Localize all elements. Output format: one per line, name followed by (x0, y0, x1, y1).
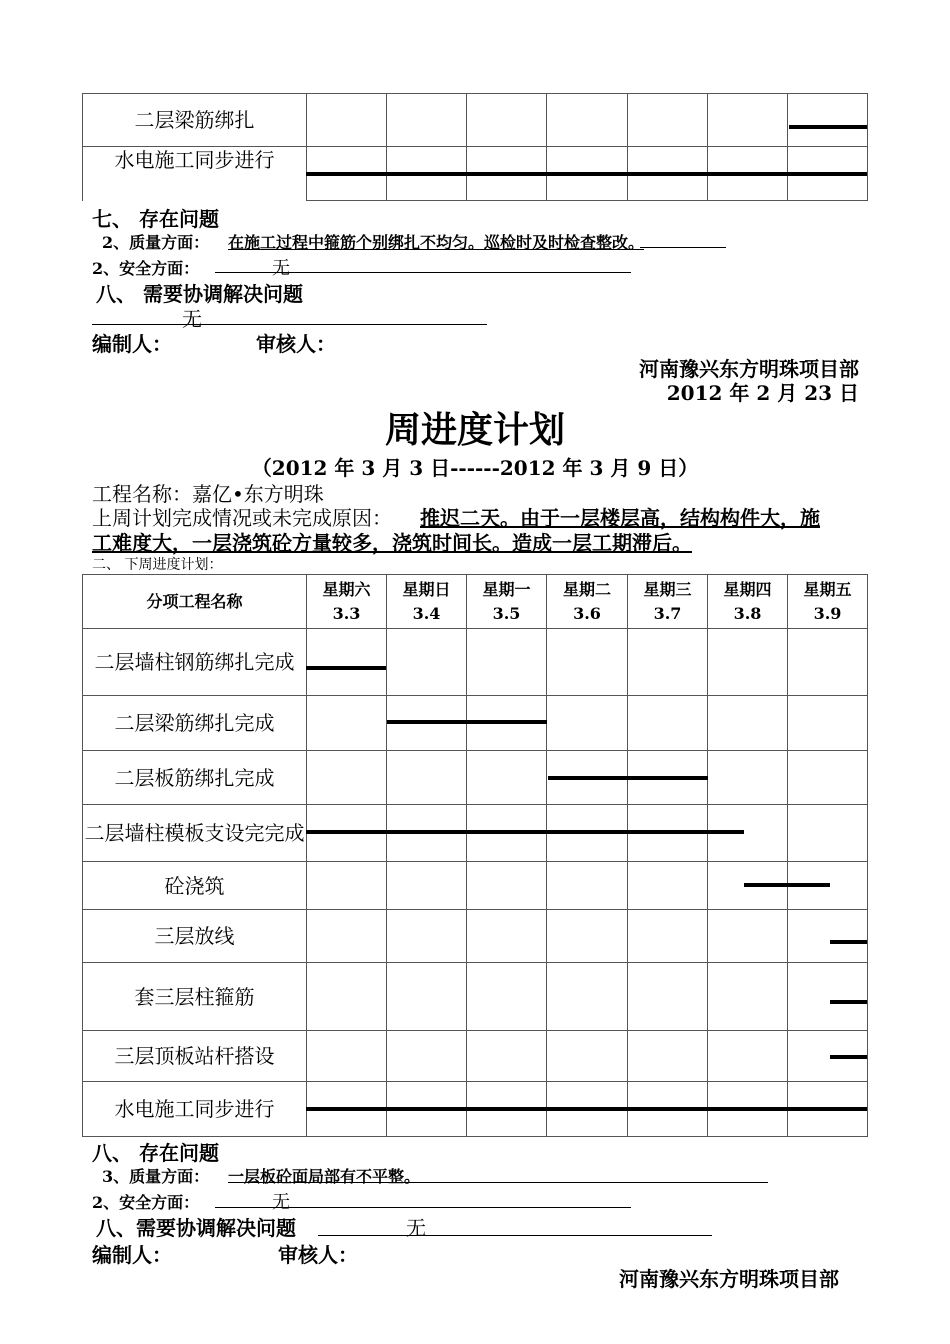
safety-label: 2、安全方面： (92, 1193, 200, 1212)
column-header: 分项工程名称 (83, 575, 307, 629)
quality-text: 在施工过程中箍筋个别绑扎不均匀。巡检时及时检查整改。 (228, 233, 645, 252)
project-name: 工程名称：嘉亿•东方明珠 (92, 482, 324, 506)
gantt-bar (387, 720, 547, 724)
gantt-bar (306, 666, 386, 670)
problems-heading: 七、 存在问题 (92, 207, 219, 231)
org-name: 河南豫兴东方明珠项目部 (639, 357, 859, 381)
gantt-bar (744, 883, 830, 887)
prev-row-label: 水电施工同步进行 (83, 147, 307, 201)
gantt-bar (306, 1107, 867, 1111)
plan-period: （2012 年 3 月 3 日------2012 年 3 月 9 日） (251, 456, 699, 480)
prev-row-label: 二层梁筋绑扎 (83, 94, 307, 147)
reviewer-label: 审核人： (256, 332, 336, 356)
coord-heading: 八、需要协调解决问题 (96, 1216, 296, 1240)
task-name: 水电施工同步进行 (83, 1082, 307, 1137)
day-header: 星期四 3.8 (708, 575, 788, 629)
task-name: 砼浇筑 (83, 862, 307, 910)
coord-heading: 八、 需要协调解决问题 (96, 282, 303, 306)
task-name: 二层梁筋绑扎完成 (83, 696, 307, 751)
task-name: 三层顶板站杆搭设 (83, 1031, 307, 1082)
problems-heading: 八、 存在问题 (92, 1141, 219, 1165)
safety-text: 无 (272, 258, 290, 279)
quality-label: 2、质量方面： (102, 233, 210, 252)
report-date: 2012 年 2 月 23 日 (666, 381, 859, 405)
org-name: 河南豫兴东方明珠项目部 (619, 1267, 839, 1291)
task-name: 二层板筋绑扎完成 (83, 751, 307, 805)
day-header: 星期六 3.3 (307, 575, 387, 629)
task-name: 二层墙柱钢筋绑扎完成 (83, 629, 307, 696)
compiler-label: 编制人： (92, 1243, 172, 1267)
safety-label: 2、安全方面： (92, 259, 200, 278)
quality-label: 3、质量方面： (102, 1167, 210, 1186)
reason-text: 推迟二天。由于一层楼层高，结构构件大，施 (420, 506, 820, 530)
reviewer-label: 审核人： (278, 1243, 358, 1267)
reason-text-cont: 工难度大，一层浇筑砼方量较多，浇筑时间长。造成一层工期滞后。 (92, 531, 692, 555)
day-header: 星期三 3.7 (628, 575, 708, 629)
page-title: 周进度计划 (384, 409, 565, 451)
weekly-schedule-table (82, 574, 868, 1137)
coord-text: 无 (406, 1216, 426, 1240)
gantt-bar (830, 940, 867, 944)
coord-text: 无 (182, 307, 202, 331)
safety-text: 无 (272, 1192, 290, 1213)
day-header: 星期日 3.4 (387, 575, 467, 629)
prev-schedule-table (82, 93, 868, 201)
gantt-bar (548, 776, 708, 780)
day-header: 星期二 3.6 (547, 575, 628, 629)
next-plan-label: 二、 下周进度计划： (92, 557, 223, 573)
quality-text: 一层板砼面局部有不平整。 (228, 1167, 421, 1186)
task-name: 二层墙柱模板支设完完成 (83, 805, 307, 862)
gantt-bar (830, 1000, 867, 1004)
gantt-bar (830, 1055, 867, 1059)
gantt-bar (789, 125, 867, 129)
day-header: 星期五 3.9 (788, 575, 868, 629)
gantt-bar (306, 172, 867, 176)
reason-label: 上周计划完成情况或未完成原因： (92, 506, 392, 530)
task-name: 套三层柱箍筋 (83, 963, 307, 1031)
compiler-label: 编制人： (92, 332, 172, 356)
gantt-bar (306, 830, 744, 834)
day-header: 星期一 3.5 (467, 575, 547, 629)
task-name: 三层放线 (83, 910, 307, 963)
